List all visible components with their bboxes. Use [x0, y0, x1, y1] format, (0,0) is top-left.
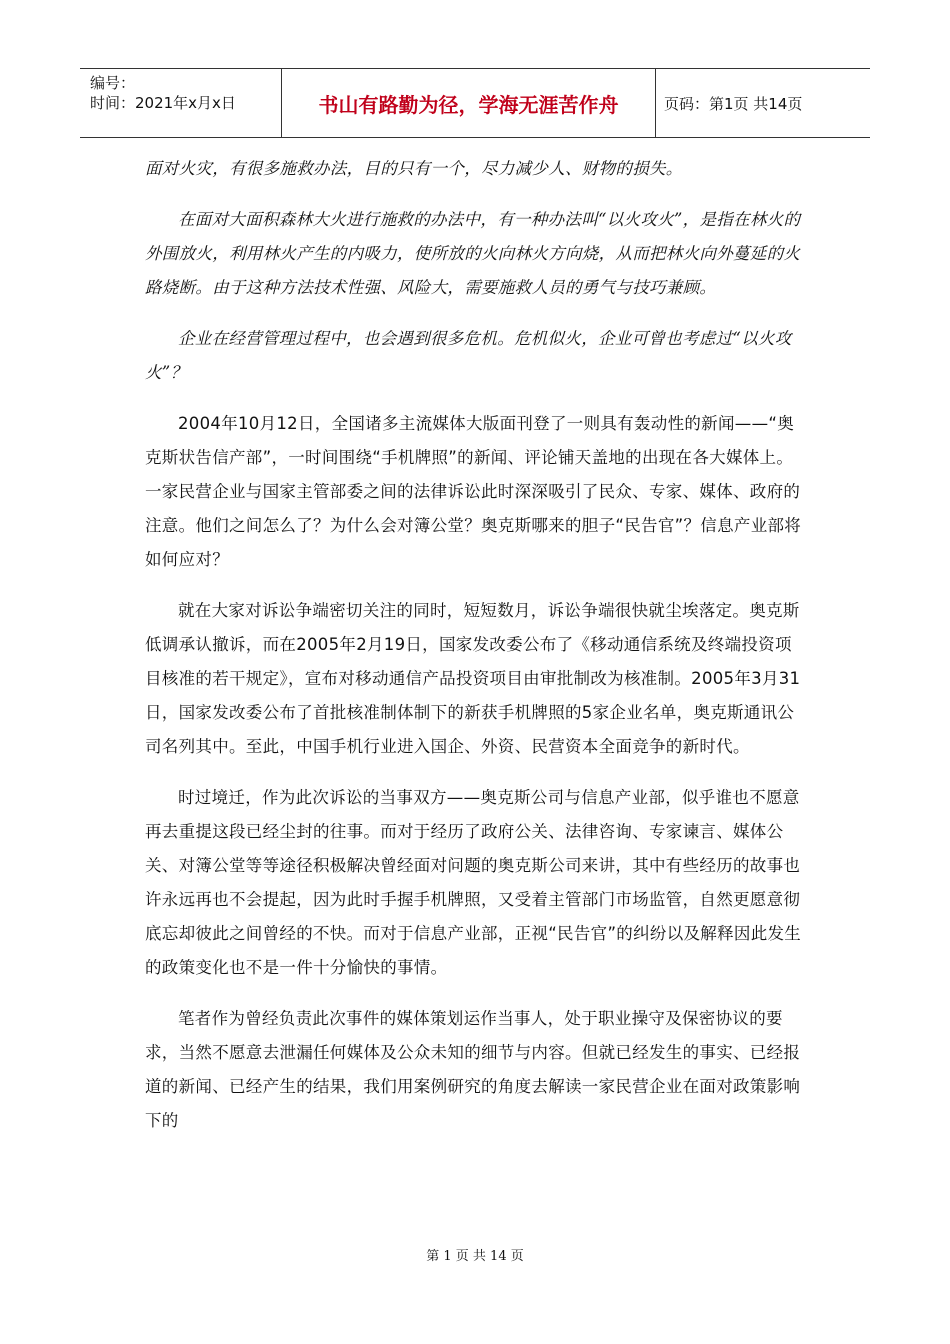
header-page-number: 页码：第1页 共14页	[664, 94, 803, 113]
header-motto: 书山有路勤为径，学海无涯苦作舟	[281, 69, 656, 137]
page-footer: 第 1 页 共 14 页	[426, 1249, 524, 1264]
page-header	[80, 68, 870, 138]
paragraph: 企业在经营管理过程中，也会遇到很多危机。危机似火，企业可曾也考虑过“以火攻火”？	[145, 329, 792, 382]
header-meta	[80, 69, 281, 137]
document-number-label: 编号：	[90, 74, 136, 92]
paragraph: 面对火灾，有很多施救办法，目的只有一个，尽力减少人、财物的损失。	[145, 159, 683, 178]
paragraph: 笔者作为曾经负责此次事件的媒体策划运作当事人，处于职业操守及保密协议的要求，当然不愿意去泄漏任何媒体及公众未知的细节与内容。但就已经发生的事实、已经报道的新闻、已经产生的结果，我们用案例研究的角度去解读一家民营企业在面对政策影响下的	[145, 1009, 801, 1130]
document-date: 时间：2021年x月x日	[90, 94, 236, 112]
paragraph: 在面对大面积森林大火进行施救的办法中，有一种办法叫“以火攻火”，是指在林火的外围放火，利用林火产生的内吸力，使所放的火向林火方向烧，从而把林火向外蔓延的火路烧断。由于这种方法技术性强、风险大，需要施救人员的勇气与技巧兼顾。	[145, 210, 801, 297]
paragraph: 时过境迁，作为此次诉讼的当事双方——奥克斯公司与信息产业部，似乎谁也不愿意再去重提这段已经尘封的往事。而对于经历了政府公关、法律咨询、专家谏言、媒体公关、对簿公堂等等途径积极解决曾经面对问题的奥克斯公司来讲，其中有些经历的故事也许永远再也不会提起，因为此时手握手机牌照，又受着主管部门市场监管，自然更愿意彻底忘却彼此之间曾经的不快。而对于信息产业部，正视“民告官”的纠纷以及解释因此发生的政策变化也不是一件十分愉快的事情。	[145, 788, 802, 977]
paragraph: 2004年10月12日，全国诸多主流媒体大版面刊登了一则具有轰动性的新闻——“奥克斯状告信产部”，一时间围绕“手机牌照”的新闻、评论铺天盖地的出现在各大媒体上。一家民营企业与国家主管部委之间的法律诉讼此时深深吸引了民众、专家、媒体、政府的注意。他们之间怎么了？为什么会对簿公堂？奥克斯哪来的胆子“民告官”？信息产业部将如何应对？	[145, 414, 802, 569]
document-body	[145, 152, 807, 1155]
paragraph: 就在大家对诉讼争端密切关注的同时，短短数月，诉讼争端很快就尘埃落定。奥克斯低调承认撤诉，而在2005年2月19日，国家发改委公布了《移动通信系统及终端投资项目核准的若干规定》，宣布对移动通信产品投资项目由审批制改为核准制。2005年3月31日，国家发改委公布了首批核准制体制下的新获手机牌照的5家企业名单，奥克斯通讯公司名列其中。至此，中国手机行业进入国企、外资、民营资本全面竞争的新时代。	[145, 601, 801, 756]
